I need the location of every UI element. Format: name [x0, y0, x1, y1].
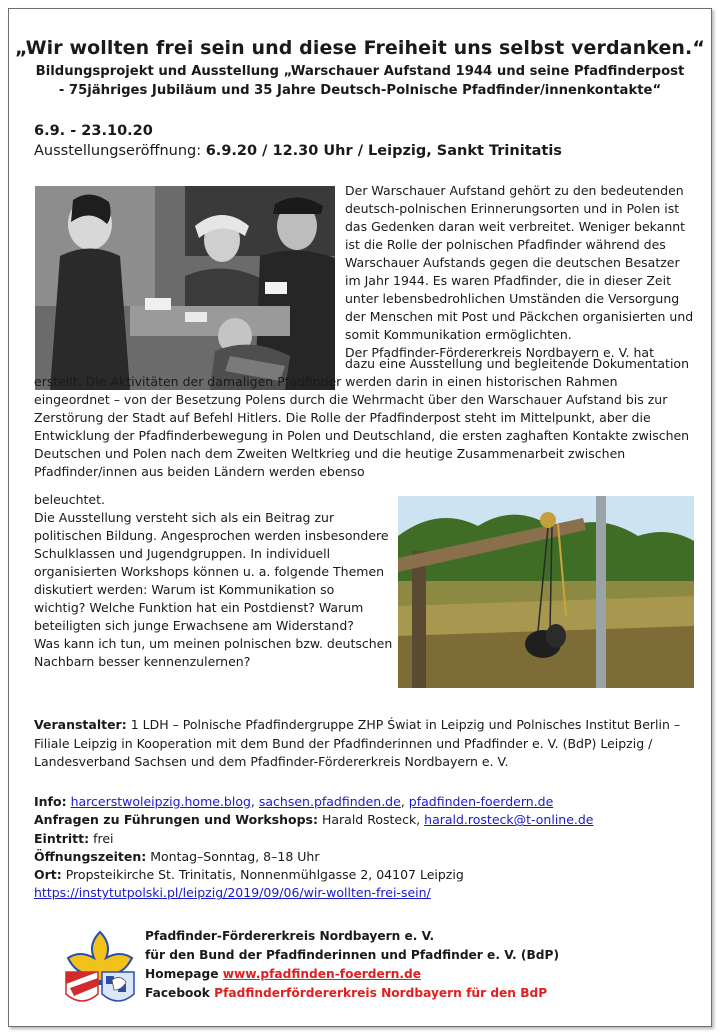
organizer-section — [34, 716, 680, 772]
text-line: diskutiert werden: Warum ist Kommunikation so — [34, 582, 335, 597]
text-line: wichtig? Welche Funktion hat ein Postdienst? Warum — [34, 600, 364, 615]
info-label: Info: — [34, 794, 67, 809]
separator: , — [250, 794, 259, 809]
text-line: beteiligten sich junge Erwachsene am Widerstand? — [34, 618, 354, 633]
scout-lily-icon — [60, 928, 140, 1008]
text-line: unter lebensbedrohlichen Umständen die Versorgung — [345, 291, 680, 306]
homepage-link[interactable]: www.pfadfinden-foerdern.de — [222, 967, 422, 981]
text-line: Zerstörung der Stadt auf Befehl Hitlers. Die Rolle der Pfadfinderpost steht im Mittelpunkt, aber die — [34, 410, 651, 425]
text-line: Nachbarn besser kennenzulernen? — [34, 654, 251, 669]
text-line: Die Ausstellung versteht sich als ein Beitrag zur — [34, 510, 335, 525]
text-line: Was kann ich tun, um meinen polnischen bzw. deutschen — [34, 636, 393, 651]
hours-line — [34, 848, 594, 866]
requests-label: Anfragen zu Führungen und Workshops: — [34, 812, 318, 828]
organizer-line — [34, 716, 680, 735]
scout-logo — [60, 928, 140, 1008]
text-line: Schulklassen und Jugendgruppen. In individuell — [34, 546, 331, 561]
text-line: Entwicklung der Pfadfinderbewegung in Polen und Deutschland, die ersten zaghaften Kontakte zwischen — [34, 428, 690, 443]
page-subtitle-2: - 75jähriges Jubiläum und 35 Jahre Deutsch-Polnische Pfadfinder/innenkontakte“ — [58, 83, 662, 98]
link-harcerstwo[interactable]: harcerstwoleipzig.home.blog — [70, 794, 251, 809]
hours-value: Montag–Sonntag, 8–18 Uhr — [146, 848, 320, 864]
text-line: Der Warschauer Aufstand gehört zu den bedeutenden — [345, 183, 684, 198]
opening-label: Ausstellungseröffnung: — [34, 143, 206, 159]
entry-label: Eintritt: — [34, 830, 90, 846]
info-line — [34, 793, 594, 811]
page-subtitle-1: Bildungsprojekt und Ausstellung „Warschauer Aufstand 1944 und seine Pfadfinderpost — [35, 64, 685, 79]
info-section — [34, 793, 594, 903]
organizer-line: Filiale Leipzig in Kooperation mit dem Bund der Pfadfinderinnen und Pfadfinder e. V. (BdP) Leipzig / — [34, 735, 653, 751]
link-sachsen-pfadfinden[interactable]: sachsen.pfadfinden.de — [258, 794, 401, 809]
organizer-label: Veranstalter: — [34, 717, 127, 732]
text-line: im Jahr 1944. Es waren Pfadfinder, die in dieser Zeit — [345, 273, 672, 288]
entry-line — [34, 830, 594, 848]
location-line — [34, 866, 594, 884]
opening-line — [34, 143, 562, 159]
text-line: ist die Rolle der polnischen Pfadfinder während des — [345, 237, 666, 252]
link-pfadfinden-foerdern[interactable]: pfadfinden-foerdern.de — [408, 794, 554, 809]
footer-facebook-line — [145, 984, 559, 1003]
email-link[interactable]: harald.rosteck@t-online.de — [424, 812, 594, 828]
footer-block — [145, 927, 559, 1003]
location-label: Ort: — [34, 867, 62, 883]
requests-name: Harald Rosteck, — [317, 812, 425, 828]
opening-value: 6.9.20 / 12.30 Uhr / Leipzig, Sankt Trinitatis — [205, 143, 562, 159]
text-line: erstellt. Die Aktivitäten der damaligen Pfadfinder werden darin in einen historischen Rahmen — [34, 374, 618, 389]
footer-org-affiliation: für den Bund der Pfadfinderinnen und Pfadfinder e. V. (BdP) — [145, 948, 560, 962]
meadow-photo-drawing — [398, 496, 694, 688]
hours-label: Öffnungszeiten: — [34, 848, 147, 864]
text-line: eingeordnet – von der Besetzung Polens durch die Wehrmacht über den Warschauer Aufstand bis zur — [34, 392, 668, 407]
exhibition-dates: 6.9. - 23.10.20 — [34, 123, 153, 139]
exhibition-paragraph — [34, 355, 689, 481]
text-line: der Menschen mit Post und Päckchen organisierten und — [345, 309, 694, 324]
text-line: organisierten Workshops können u. a. folgende Themen — [34, 564, 385, 579]
facebook-label: Facebook — [145, 986, 215, 1000]
requests-line — [34, 811, 594, 829]
text-line: politischen Bildung. Angesprochen werden insbesondere — [34, 528, 389, 543]
workshop-paragraph — [34, 491, 392, 671]
text-line: deutsch-polnischen Erinnerungsorten und in Polen ist — [345, 201, 680, 216]
footer-org-name: Pfadfinder-Fördererkreis Nordbayern e. V. — [145, 929, 435, 943]
text-line: Der Pfadfinder-Fördererkreis Nordbayern e. V. hat — [345, 345, 654, 360]
text-line: Pfadfinder/innen aus beiden Ländern werden ebenso — [34, 464, 365, 479]
facebook-page-name: Pfadfinderfördererkreis Nordbayern für den BdP — [214, 986, 548, 1000]
entry-value: frei — [89, 830, 114, 846]
text-line: Warschauer Aufstands gegen die deutschen Besatzer — [345, 255, 680, 270]
meadow-photo — [398, 496, 694, 688]
homepage-label: Homepage — [145, 967, 223, 981]
location-value: Propsteikirche St. Trinitatis, Nonnenmühlgasse 2, 04107 Leipzig — [61, 867, 464, 883]
separator: , — [400, 794, 409, 809]
institute-link[interactable]: https://instytutpolski.pl/leipzig/2019/09/06/wir-wollten-frei-sein/ — [34, 885, 431, 901]
footer-homepage-line — [145, 965, 559, 984]
url-line — [34, 884, 594, 902]
text-line: Deutschen und Polen nach dem Zweiten Weltkrieg und die heutige Zusammenarbeit zwischen — [34, 446, 626, 461]
organizer-text: 1 LDH – Polnische Pfadfindergruppe ZHP Świat in Leipzig und Polnisches Institut Berlin – — [126, 717, 681, 732]
page-title: „Wir wollten frei sein und diese Freiheit uns selbst verdanken.“ — [15, 37, 705, 59]
text-line: beleuchtet. — [34, 492, 105, 507]
text-line: das Gedenken daran weit verbreitet. Weniger bekannt — [345, 219, 686, 234]
intro-paragraph — [345, 182, 693, 362]
text-line: somit Kommunikation ermöglichten. — [345, 327, 572, 342]
text-line: dazu eine Ausstellung und begleitende Dokumentation — [345, 356, 689, 371]
organizer-line: Landesverband Sachsen und dem Pfadfinder-Fördererkreis Nordbayern e. V. — [34, 754, 509, 769]
